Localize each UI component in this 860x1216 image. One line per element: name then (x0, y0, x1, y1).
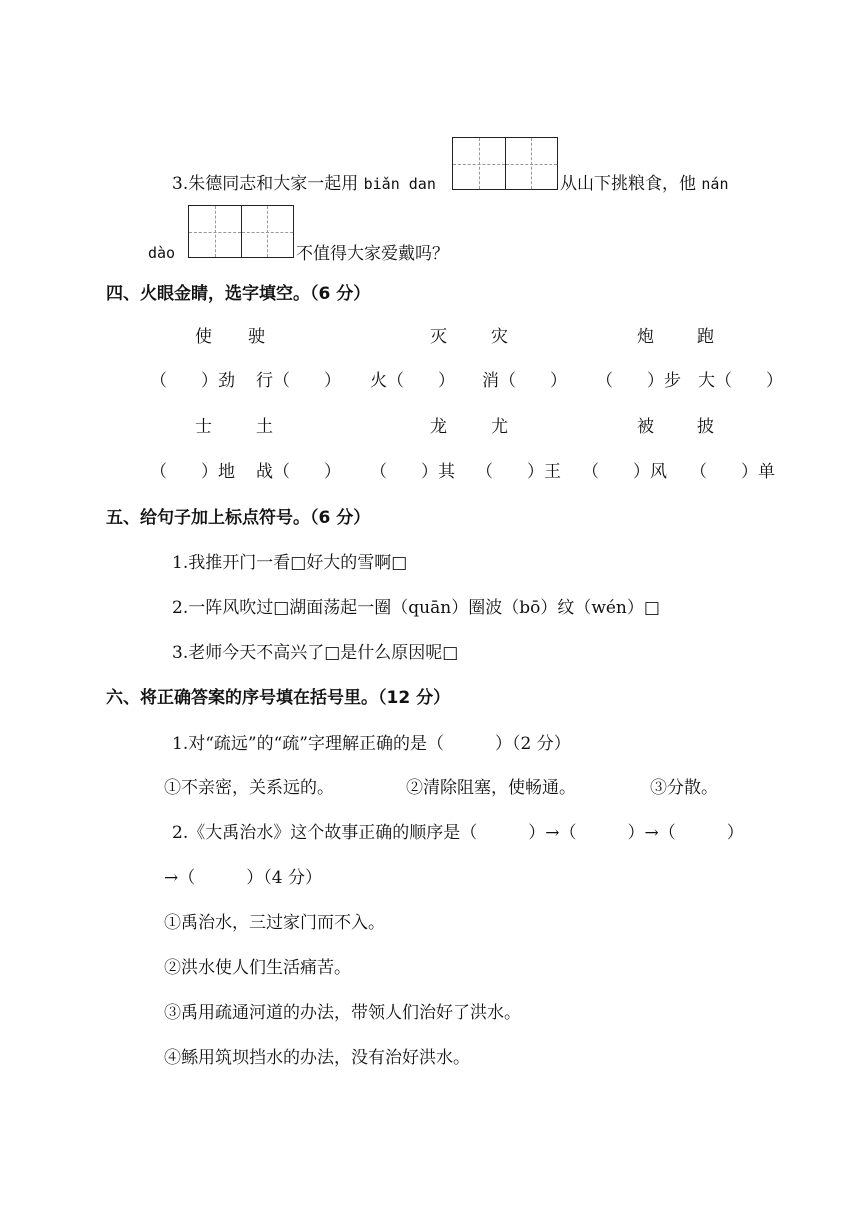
char-option: 使 (195, 327, 212, 347)
punctuation-item[interactable]: 1.我推开门一看□好大的雪啊□ (172, 553, 408, 573)
fill-word[interactable]: （ ）步 (596, 371, 681, 391)
fill-word[interactable]: （ ）王 (476, 462, 561, 482)
punctuation-item[interactable]: 2.一阵风吹过□湖面荡起一圈（quān）圈波（bō）纹（wén）□ (172, 598, 660, 618)
fill-word[interactable]: 行（ ） (256, 371, 341, 391)
option: ③分散。 (650, 778, 718, 798)
fill-word[interactable]: 消（ ） (482, 371, 567, 391)
q3-pinyin-nan: nán (701, 175, 729, 193)
section-4-title: 四、火眼金睛，选字填空。（6 分） (106, 284, 371, 304)
fill-word[interactable]: （ ）其 (370, 462, 455, 482)
char-option: 尤 (491, 417, 508, 437)
answer-box-nandao[interactable] (188, 205, 294, 258)
option: ③禹用疏通河道的办法，带领人们治好了洪水。 (164, 1003, 521, 1023)
char-option: 灾 (491, 327, 508, 347)
q3-suffix: 不值得大家爱戴吗？ (296, 244, 449, 264)
section-6-title: 六、将正确答案的序号填在括号里。（12 分） (106, 688, 451, 708)
fill-word[interactable]: 大（ ） (698, 371, 783, 391)
fill-word[interactable]: 战（ ） (256, 462, 341, 482)
char-cell[interactable] (242, 206, 294, 257)
char-option: 驶 (248, 327, 265, 347)
char-option: 披 (697, 417, 714, 437)
option: ①不亲密，关系远的。 (164, 778, 334, 798)
option: ④鲧用筑坝挡水的办法，没有治好洪水。 (164, 1048, 470, 1068)
q3-middle: 从山下挑粮食，他 (560, 174, 702, 194)
fill-word[interactable]: （ ）单 (690, 462, 775, 482)
char-cell[interactable] (453, 138, 506, 189)
char-option: 跑 (697, 327, 714, 347)
question-6-2[interactable]: 2.《大禹治水》这个故事正确的顺序是（ ）→（ ）→（ ） (172, 823, 744, 843)
option: ②洪水使人们生活痛苦。 (164, 958, 351, 978)
q3-pinyin-biandan: biǎn dan (363, 175, 436, 193)
q3-pinyin-dao: dào (148, 244, 176, 262)
char-cell[interactable] (189, 206, 242, 257)
char-option: 龙 (430, 417, 447, 437)
fill-word[interactable]: 火（ ） (370, 371, 455, 391)
q3-line1-end (560, 172, 729, 196)
fill-word[interactable]: （ ）劲 (150, 371, 235, 391)
section-5-title: 五、给句子加上标点符号。（6 分） (106, 508, 371, 528)
char-option: 士 (195, 417, 212, 437)
char-cell[interactable] (506, 138, 558, 189)
fill-word[interactable]: （ ）风 (582, 462, 667, 482)
question-6-2-cont[interactable]: →（ ）（4 分） (164, 868, 322, 888)
q3-line1 (172, 172, 436, 196)
question-6-1[interactable]: 1.对“疏远”的“疏”字理解正确的是（ ）（2 分） (172, 734, 571, 754)
char-option: 被 (637, 417, 654, 437)
option: ②清除阻塞，使畅通。 (406, 778, 576, 798)
answer-box-biandan[interactable] (452, 137, 558, 190)
char-option: 炮 (637, 327, 654, 347)
option: ①禹治水，三过家门而不入。 (164, 913, 385, 933)
char-option: 土 (256, 417, 273, 437)
punctuation-item[interactable]: 3.老师今天不高兴了□是什么原因呢□ (172, 643, 459, 663)
fill-word[interactable]: （ ）地 (150, 462, 235, 482)
char-option: 灭 (430, 327, 447, 347)
q3-prefix: 3.朱德同志和大家一起用 (172, 174, 364, 194)
